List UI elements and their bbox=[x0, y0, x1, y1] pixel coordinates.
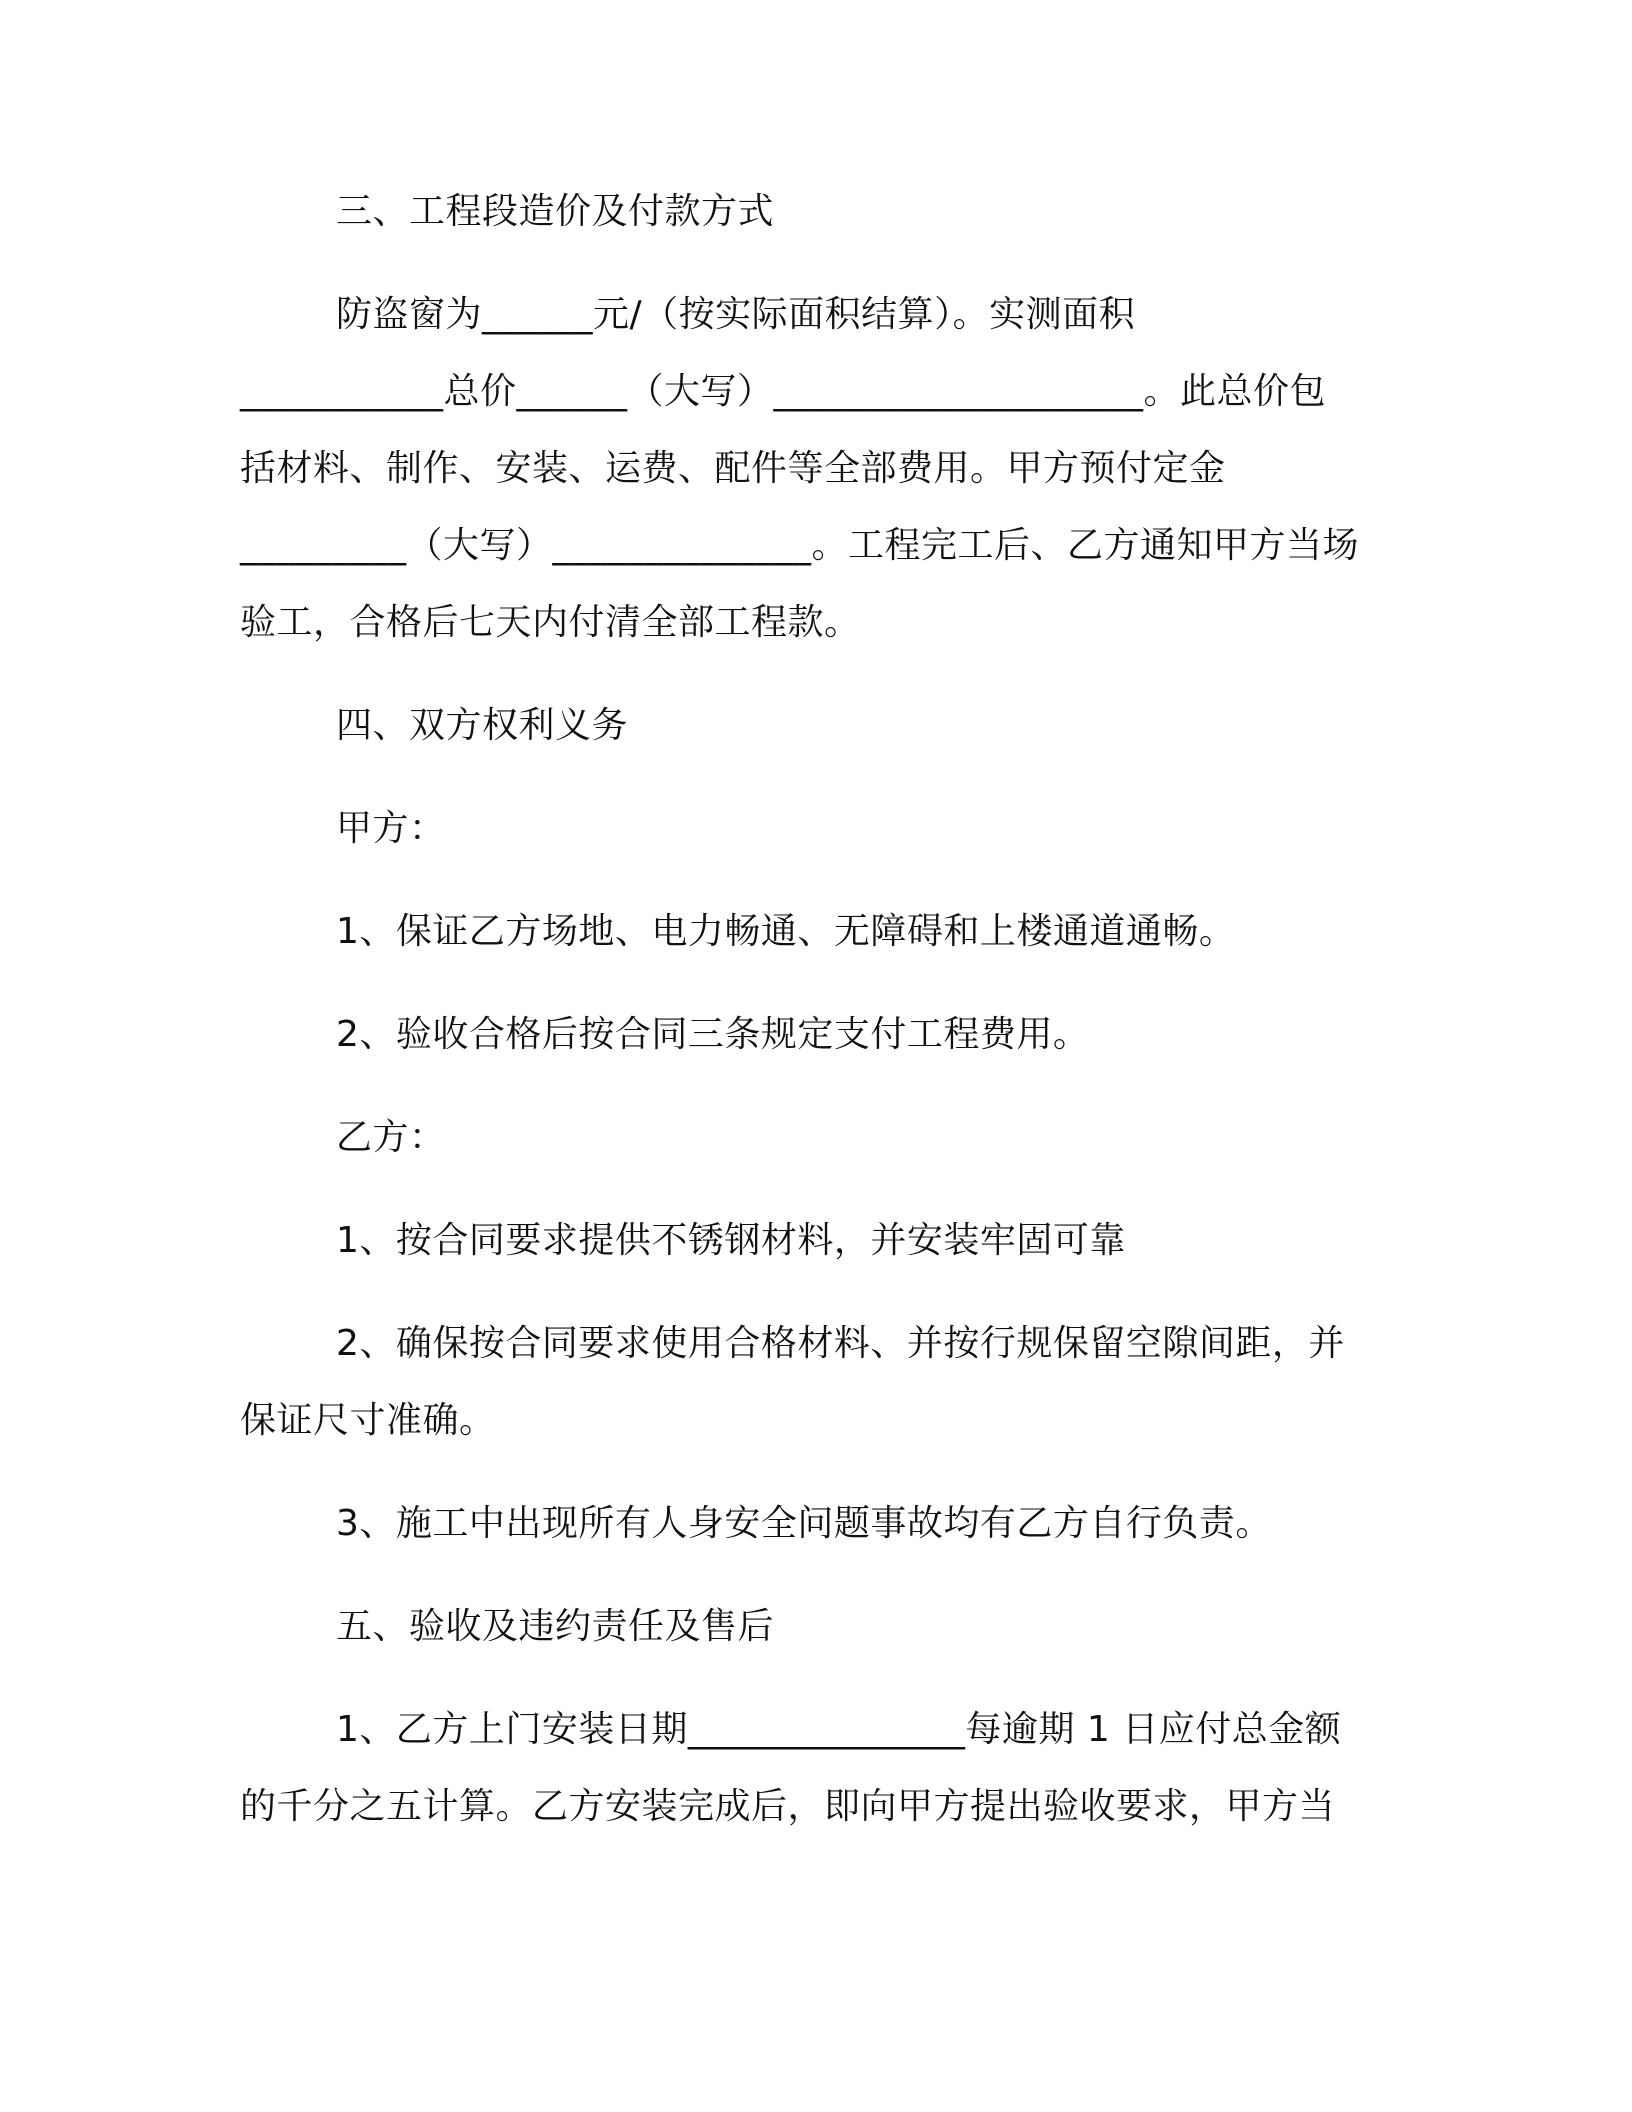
paragraph-line: 防盗窗为______元/（按实际面积结算）。实测面积 bbox=[336, 294, 1136, 335]
list-item: 1、保证乙方场地、电力畅通、无障碍和上楼通道通畅。 bbox=[336, 911, 1236, 952]
section-heading-5: 五、验收及违约责任及售后 bbox=[336, 1606, 775, 1647]
paragraph-line: _________（大写）______________。工程完工后、乙方通知甲方当场 bbox=[240, 525, 1360, 566]
list-item-continued: 的千分之五计算。乙方安装完成后，即向甲方提出验收要求，甲方当 bbox=[240, 1786, 1336, 1827]
paragraph-line: ___________总价______（大写）____________________。此总价包 bbox=[240, 371, 1327, 412]
party-b-label: 乙方： bbox=[336, 1117, 446, 1158]
paragraph-line: 验工，合格后七天内付清全部工程款。 bbox=[240, 602, 861, 643]
document-body bbox=[240, 188, 1380, 1831]
list-item: 3、施工中出现所有人身安全问题事故均有乙方自行负责。 bbox=[336, 1503, 1272, 1544]
list-item: 2、验收合格后按合同三条规定支付工程费用。 bbox=[336, 1014, 1090, 1055]
list-item: 2、确保按合同要求使用合格材料、并按行规保留空隙间距，并 bbox=[336, 1323, 1345, 1364]
party-a-label: 甲方： bbox=[336, 808, 446, 849]
paragraph-line: 括材料、制作、安装、运费、配件等全部费用。甲方预付定金 bbox=[240, 448, 1226, 489]
list-item-continued: 保证尺寸准确。 bbox=[240, 1400, 496, 1441]
list-item: 1、乙方上门安装日期_______________每逾期 1 日应付总金额 bbox=[336, 1709, 1342, 1750]
section-heading-4: 四、双方权利义务 bbox=[336, 705, 629, 746]
list-item: 1、按合同要求提供不锈钢材料，并安装牢固可靠 bbox=[336, 1220, 1126, 1261]
section-heading-3: 三、工程段造价及付款方式 bbox=[336, 191, 775, 232]
